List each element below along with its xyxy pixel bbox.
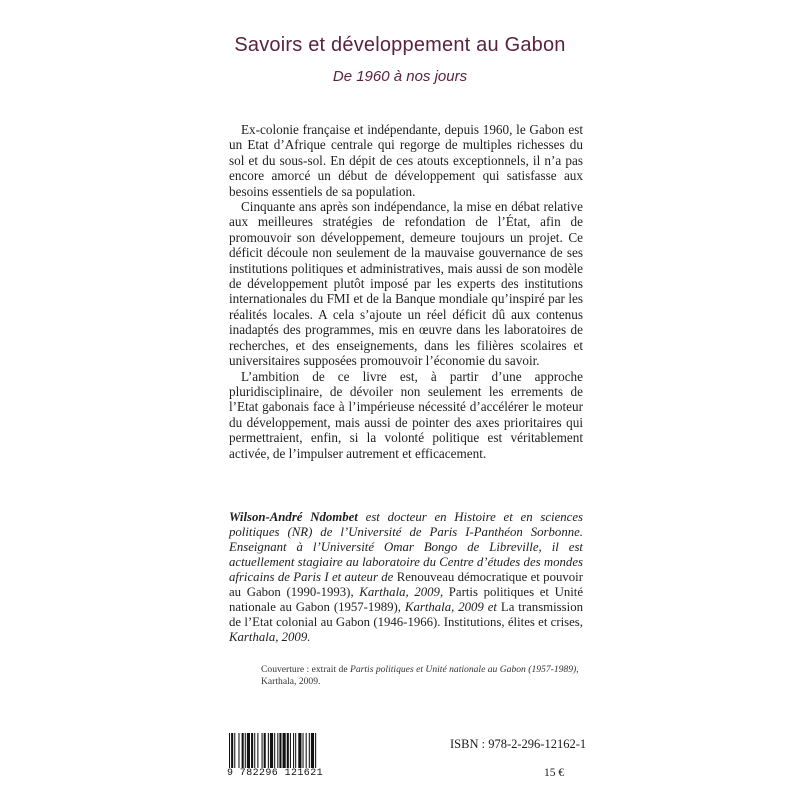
credit-prefix: Couverture : extrait de [261,664,350,675]
author-bio [229,510,583,645]
author-name: Wilson-André Ndombet [229,510,358,524]
isbn: ISBN : 978-2-296-12162-1 [450,737,587,751]
book-subtitle: De 1960 à nos jours [332,68,468,85]
bio-text: est docteur en Histoire et en sciences politiques (NR) de l’Université de Paris I-Panthéon Sorbonne. Enseignant à l’Université Omar Bongo de Libreville, il est actuellement stagiaire au laboratoire du Centre d’études des mondes africains de Paris I et auteur de [229,510,583,584]
price: 15 € [544,767,565,779]
book-title: Savoirs et développement au Gabon [234,34,566,56]
blurb-paragraph: Cinquante ans après son indépendance, la mise en débat relative aux meilleures stratégies de refondation de l’État, afin de promouvoir son développement, demeure toujours un projet. Ce déficit découle non seulement de la mauvaise gouvernance de ses institutions politiques et administratives, mais aussi de son modèle de développement plutôt imposé par les experts des institutions internationales du FMI et de la Banque mondiale qu’inspiré par les réalités locales. A cela s’ajoute un réel déficit dû aux contenus inadaptés des programmes, mis en œuvre dans les laboratoires de recherches, et des enseignements, dans les filières scolaires et universitaires supposées promouvoir l’économie du savoir. [229,199,583,369]
book-reference: Renouveau démocratique et pouvoir au Gabon (1990-1993), [229,570,583,599]
barcode-digits: 9 782296 121621 [227,768,367,779]
credit-suffix: , Karthala, 2009. [261,664,579,687]
bio-text: Karthala, 2009, [353,585,449,599]
cover-credit [261,664,601,688]
book-reference: La transmission de l’Etat colonial au Gabon (1946-1966). Institutions, élites et crises, [229,600,583,629]
blurb-paragraph: Ex-colonie française et indépendante, depuis 1960, le Gabon est un Etat d’Afrique centrale qui regorge de multiples richesses du sol et du sous-sol. En dépit de ces atouts exceptionnels, il n’a pas encore amorcé un début de développement qui satisfasse aux besoins essentiels de sa population. [229,122,583,199]
book-reference: Partis politiques et Unité nationale au Gabon (1957-1989), [229,585,584,614]
credit-work: Partis politiques et Unité nationale au Gabon (1957-1989) [349,664,577,675]
bio-text: Karthala, 2009 et [401,600,501,614]
blurb [229,122,583,461]
bio-text: Karthala, 2009. [229,630,311,644]
blurb-paragraph: L’ambition de ce livre est, à partir d’une approche pluridisciplinaire, de dévoiler non seulement les errements de l’Etat gabonais face à l’impérieuse nécessité d’accélérer le moteur du développement, mais aussi de pointer des axes prioritaires qui permettraient, enfin, si la volonté politique est véritablement activée, de l’impulser autrement et efficacement. [229,368,583,461]
